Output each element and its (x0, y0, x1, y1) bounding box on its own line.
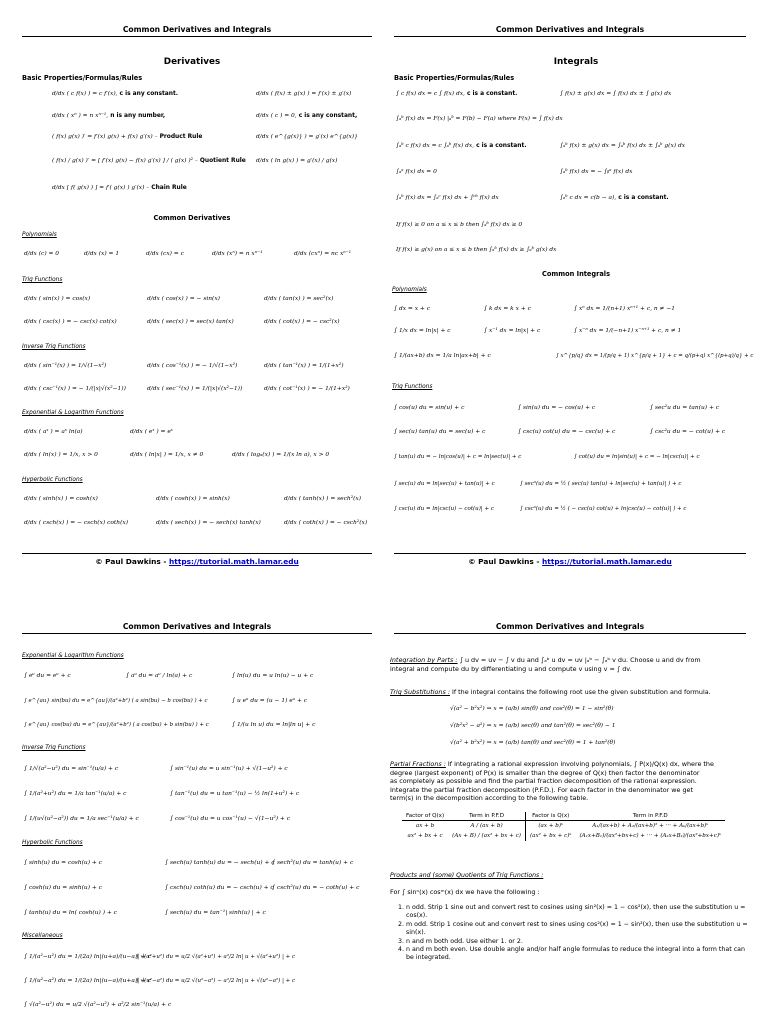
trigsub-paragraph: Trig Substitutions : If the integral contains the following root use the given substitution and formula. (390, 688, 711, 696)
category-label: Inverse Trig Functions (22, 344, 86, 350)
table-cell: (Ax + B) / (ax² + bx + c) (452, 833, 521, 839)
formula: ∫ f(x) ± g(x) dx = ∫ f(x) dx ± ∫ g(x) dx (560, 91, 672, 97)
formula: ( f(x) g(x) )′ = f′(x) g(x) + f(x) g′(x) – Product Rule (52, 134, 203, 140)
page-header: Common Derivatives and Integrals (22, 25, 372, 37)
formula: d/dx ( logₐ(x) ) = 1/(x ln a), x > 0 (232, 452, 330, 458)
page-header: Common Derivatives and Integrals (22, 622, 372, 634)
formula: ∫ tan(u) du = − ln|cos(u)| + c = ln|sec(u)| + c (394, 454, 522, 460)
trigsub-label: Trig Substitutions : (390, 688, 450, 696)
formula: d/dx ( sin⁻¹(x) ) = 1/√(1−x²) (24, 363, 107, 369)
formula: ∫ cosh(u) du = sinh(u) + c (24, 885, 102, 891)
formula: d/dx ( tan(x) ) = sec²(x) (264, 296, 334, 302)
table-row (402, 831, 725, 841)
formula: ∫ tanh(u) du = ln( cosh(u) ) + c (24, 910, 117, 916)
formula: ∫ sinh(u) du = cosh(u) + c (24, 860, 102, 866)
formula: d/dx (c) = 0 (24, 251, 60, 257)
table-row (402, 821, 725, 832)
prod-list (394, 904, 754, 963)
category-label: Hyperbolic Functions (22, 477, 83, 483)
formula: d/dx ( tan⁻¹(x) ) = 1/(1+x²) (264, 363, 344, 369)
table-header: Factor of Q(x) (402, 812, 448, 821)
formula: d/dx ( sech(x) ) = − sech(x) tanh(x) (156, 520, 261, 526)
category-label: Hyperbolic Functions (22, 840, 83, 846)
formula: ∫ e^{au} cos(bu) du = e^{au}/(a²+b²) ( a cos(bu) + b sin(bu) ) + c (24, 722, 209, 728)
formula: ∫ sech(u) du = tan⁻¹| sinh(u) | + c (165, 910, 266, 916)
formula: ∫ sec³(u) du = ½ ( sec(u) tan(u) + ln|sec(u) + tan(u)| ) + c (520, 481, 682, 487)
formula: ∫ sech²(u) du = tanh(u) + c (272, 860, 354, 866)
formula: ∫ x⁻¹ dx = ln|x| + c (484, 328, 541, 334)
formula: d/dx ( csc⁻¹(x) ) = − 1/(|x|√(x²−1)) (24, 386, 126, 392)
pfd-table (402, 812, 725, 841)
common-heading: Common Integrals (541, 270, 610, 278)
formula: ∫ 1/√(a²−u²) du = sin⁻¹(u/a) + c (24, 766, 119, 772)
formula: ( f(x) / g(x) )′ = [ f′(x) g(x) − f(x) g′(x) ] / ( g(x) )² – Quotient Rule (52, 158, 246, 164)
page-integrals-continued (0, 590, 384, 1024)
formula: If f(x) ≥ g(x) on a ≤ x ≤ b then ∫ₐᵇ f(x) dx ≥ ∫ₐᵇ g(x) dx (396, 247, 557, 253)
basic-heading: Basic Properties/Formulas/Rules (394, 74, 515, 82)
table-cell: ax + b (415, 823, 435, 829)
formula: ∫ c f(x) dx = c ∫ f(x) dx, c is a constant. (396, 91, 518, 97)
formula: d/dx ( cos⁻¹(x) ) = − 1/√(1−x²) (147, 363, 238, 369)
formula: d/dx (cx) = c (146, 251, 184, 257)
formula: d/dx (cxⁿ) = nc xⁿ⁻¹ (294, 251, 352, 257)
page-header: Common Derivatives and Integrals (394, 622, 746, 634)
ibp-label: Integration by Parts : (390, 656, 458, 664)
formula: √(a² − b²x²) ⇒ x = (a/b) sin(θ) and cos²(θ) = 1 − sin²(θ) (450, 706, 614, 712)
table-header: Term in P.F.D (575, 812, 725, 821)
page-derivatives (0, 0, 384, 512)
formula: ∫ sin(u) du = − cos(u) + c (518, 405, 596, 411)
formula: ∫ 1/(a²+u²) du = 1/a tan⁻¹(u/a) + c (24, 791, 127, 797)
table-cell: (ax² + bx + c)ᵏ (525, 831, 575, 841)
table-cell: (A₁x+B₁)/(ax²+bx+c) + ··· + (Aₖx+Bₖ)/(ax²+bx+c)ᵏ (579, 833, 722, 839)
formula: ∫ csc³(u) du = ½ ( − csc(u) cot(u) + ln|csc(u) − cot(u)| ) + c (520, 506, 687, 512)
formula: d/dx ( ln g(x) ) = g′(x) / g(x) (256, 158, 338, 164)
formula: d/dx [ f( g(x) ) ] = f′( g(x) ) g′(x) – Chain Rule (52, 185, 187, 191)
formula: d/dx ( cosh(x) ) = sinh(x) (156, 496, 230, 502)
footer: © Paul Dawkins - https://tutorial.math.lamar.edu (22, 553, 372, 566)
formula: √(a² + b²x²) ⇒ x = (a/b) tan(θ) and sec²(θ) = 1 + tan²(θ) (450, 740, 616, 746)
formula: d/dx ( sec⁻¹(x) ) = 1/(|x|√(x²−1)) (147, 386, 243, 392)
table-header-row (402, 812, 725, 821)
category-label: Polynomials (392, 287, 427, 293)
ibp-paragraph: Integration by Parts : ∫ u dv = uv − ∫ v du and ∫ₐᵇ u dv = uv |ₐᵇ − ∫ₐᵇ v du. Choose u and dv from integral and compute du by differentiating u and compute v using v = ∫ dv. (390, 656, 701, 673)
formula: ∫ aᵘ du = aᵘ / ln(a) + c (126, 673, 193, 679)
formula: d/dx ( c ) = 0, c is any constant, (256, 113, 358, 119)
prod-intro: For ∫ sinⁿ(x) cosᵐ(x) dx we have the following : (390, 888, 540, 896)
formula: d/dx ( cot⁻¹(x) ) = − 1/(1+x²) (264, 386, 350, 392)
formula: ∫ e^{au} sin(bu) du = e^{au}/(a²+b²) ( a sin(bu) − b cos(bu) ) + c (24, 698, 208, 704)
formula: ∫ 1/(a²−u²) du = 1/(2a) ln|(u+a)/(u−a)| + c (24, 954, 152, 960)
formula: ∫ k dx = k x + c (484, 306, 531, 312)
category-label: Trig Functions (22, 277, 63, 283)
formula: d/dx ( coth(x) ) = − csch²(x) (284, 520, 368, 526)
formula: ∫ csc(u) du = ln|csc(u) − cot(u)| + c (394, 506, 494, 512)
formula: d/dx ( ln(x) ) = 1/x, x > 0 (24, 452, 98, 458)
formula: ∫ u eᵘ du = (u − 1) eᵘ + c (232, 698, 308, 704)
formula: ∫ dx = x + c (394, 306, 431, 312)
formula: ∫ x⁻ⁿ dx = 1/(−n+1) x⁻ⁿ⁺¹ + c, n ≠ 1 (574, 328, 682, 334)
formula: √(b²x² − a²) ⇒ x = (a/b) sec(θ) and tan²(θ) = sec²(θ) − 1 (450, 723, 616, 729)
list-item: 1. n odd. Strip 1 sine out and convert rest to cosines using sin²(x) = 1 − cos²(x), then use the substitution u = cos(x). (406, 904, 754, 921)
category-label: Trig Functions (392, 384, 433, 390)
formula: ∫ cos(u) du = sin(u) + c (394, 405, 465, 411)
section-title: Derivatives (163, 57, 221, 67)
formula: d/dx ( ln|x| ) = 1/x, x ≠ 0 (130, 452, 204, 458)
formula: ∫ csch(u) coth(u) du = − csch(u) + c (165, 885, 274, 891)
list-item: 3. n and m both odd. Use either 1. or 2. (406, 938, 754, 946)
formula: ∫ₐᵇ f(x) dx = − ∫ᵦᵃ f(x) dx (560, 169, 633, 175)
formula: d/dx ( cot(x) ) = − csc²(x) (264, 319, 340, 325)
formula: ∫ eᵘ du = eᵘ + c (24, 673, 71, 679)
formula: ∫ csc(u) cot(u) du = − csc(u) + c (518, 429, 616, 435)
formula: ∫ sec(u) du = ln|sec(u) + tan(u)| + c (394, 481, 495, 487)
page-techniques (384, 590, 768, 1024)
formula: d/dx ( csch(x) ) = − csch(x) coth(x) (24, 520, 129, 526)
formula: ∫ 1/(u²−a²) du = 1/(2a) ln|(u−a)/(u+a)| + c (24, 978, 152, 984)
formula: ∫ csc²u du = − cot(u) + c (650, 429, 726, 435)
formula: ∫ ln(u) du = u ln(u) − u + c (232, 673, 314, 679)
footer: © Paul Dawkins - https://tutorial.math.lamar.edu (394, 553, 746, 566)
page-integrals (384, 0, 768, 512)
formula: ∫ₐᵇ f(x) dx = ∫ₐᶜ f(x) dx + ∫ᶜᵇ f(x) dx (396, 195, 499, 201)
formula: ∫ sec(u) tan(u) du = sec(u) + c (394, 429, 486, 435)
table-cell: A₁/(ax+b) + A₂/(ax+b)² + ··· + Aₖ/(ax+b)ᵏ (592, 823, 709, 829)
formula: ∫ₐᵇ c f(x) dx = c ∫ₐᵇ f(x) dx, c is a constant. (396, 143, 527, 149)
pf-label: Partial Fractions : (390, 760, 446, 768)
formula: ∫ √(a²+u²) du = u/2 √(a²+u²) + a²/2 ln| u + √(a²+u²) | + c (136, 954, 296, 960)
footer-link[interactable]: https://tutorial.math.lamar.edu (542, 557, 672, 566)
formula: d/dx ( c f(x) ) = c f′(x), c is any constant. (52, 91, 179, 97)
formula: d/dx ( f(x) ± g(x) ) = f′(x) ± g′(x) (256, 91, 352, 97)
formula: ∫ sech(u) tanh(u) du = − sech(u) + c (165, 860, 275, 866)
formula: ∫ₐᵇ f(x) ± g(x) dx = ∫ₐᵇ f(x) dx ± ∫ₐᵇ g(x) dx (560, 143, 686, 149)
basic-heading: Basic Properties/Formulas/Rules (22, 74, 143, 82)
formula: ∫ xⁿ dx = 1/(n+1) xⁿ⁺¹ + c, n ≠ −1 (574, 306, 676, 312)
category-label: Exponential & Logarithm Functions (22, 410, 124, 416)
formula: d/dx ( xⁿ ) = n xⁿ⁻¹, n is any number, (52, 113, 166, 119)
table-cell: (ax + b)ᵏ (525, 821, 575, 832)
formula: d/dx ( sec(x) ) = sec(x) tan(x) (147, 319, 234, 325)
section-title: Integrals (553, 57, 599, 67)
formula: If f(x) ≥ 0 on a ≤ x ≤ b then ∫ₐᵇ f(x) dx ≥ 0 (396, 222, 523, 228)
formula: ∫ √(a²−u²) du = u/2 √(a²−u²) + a²/2 sin⁻¹(u/a) + c (24, 1002, 172, 1008)
footer-link[interactable]: https://tutorial.math.lamar.edu (169, 557, 299, 566)
table-cell: ax² + bx + c (407, 833, 443, 839)
table-header: Factor is Q(x) (525, 812, 575, 821)
formula: ∫ sin⁻¹(u) du = u sin⁻¹(u) + √(1−u²) + c (170, 766, 288, 772)
table-header: Term in P.F.D (448, 812, 525, 821)
category-label: Miscellaneous (22, 933, 63, 939)
formula: ∫ csch²(u) du = − coth(u) + c (272, 885, 360, 891)
category-label: Exponential & Logarithm Functions (22, 653, 124, 659)
common-heading: Common Derivatives (153, 214, 231, 222)
formula: d/dx (x) = 1 (84, 251, 120, 257)
formula: ∫ sec²u du = tan(u) + c (650, 405, 720, 411)
category-label: Products and (some) Quotients of Trig Functions : (390, 872, 544, 879)
formula: d/dx ( tanh(x) ) = sech²(x) (284, 496, 362, 502)
formula: d/dx ( eˣ ) = eˣ (130, 429, 173, 435)
category-label: Inverse Trig Functions (22, 745, 86, 751)
formula: ∫ 1/(u√(u²−a²)) du = 1/a sec⁻¹(u/a) + c (24, 816, 139, 822)
formula: d/dx ( sin(x) ) = cos(x) (24, 296, 91, 302)
formula: d/dx ( cos(x) ) = − sin(x) (147, 296, 220, 302)
list-item: 4. n and m both even. Use double angle and/or half angle formulas to reduce the integral into a form that can be integrated. (406, 946, 754, 963)
formula: d/dx ( sinh(x) ) = cosh(x) (24, 496, 98, 502)
page-header: Common Derivatives and Integrals (394, 25, 746, 37)
formula: d/dx (xⁿ) = n xⁿ⁻¹ (212, 251, 263, 257)
category-label: Polynomials (22, 232, 57, 238)
formula: d/dx ( aˣ ) = aˣ ln(a) (24, 429, 83, 435)
formula: ∫ 1/(u ln u) du = ln|ln u| + c (232, 722, 316, 728)
formula: d/dx ( csc(x) ) = − csc(x) cot(x) (24, 319, 117, 325)
formula: ∫ 1/(ax+b) dx = 1/a ln|ax+b| + c (394, 353, 491, 359)
formula: ∫ tan⁻¹(u) du = u tan⁻¹(u) − ½ ln(1+u²) + c (170, 791, 300, 797)
formula: ∫ cot(u) du = ln|sin(u)| + c = − ln|csc(u)| + c (574, 454, 700, 460)
formula: ∫ cos⁻¹(u) du = u cos⁻¹(u) − √(1−u²) + c (170, 816, 291, 822)
formula: ∫ₐᵇ c dx = c(b − a), c is a constant. (560, 195, 669, 201)
list-item: 2. m odd. Strip 1 cosine out and convert rest to sines using cos²(x) = 1 − sin²(x), then use the substitution u = sin(x). (406, 921, 754, 938)
table-cell: A / (ax + b) (470, 823, 503, 829)
formula: ∫ 1/x dx = ln|x| + c (394, 328, 451, 334)
formula: d/dx ( e^{g(x)} ) = g′(x) e^{g(x)} (256, 134, 358, 140)
formula: ∫ x^{p/q} dx = 1/(p/q + 1) x^{p/q + 1} + c = q/(p+q) x^{(p+q)/q} + c (556, 353, 754, 359)
formula: ∫ₐᵃ f(x) dx = 0 (396, 169, 437, 175)
formula: ∫ √(u²−a²) du = u/2 √(u²−a²) − a²/2 ln| u + √(u²−a²) | + c (136, 978, 296, 984)
formula: ∫ₐᵇ f(x) dx = F(x) |ₐᵇ = F(b) − F(a) where F(x) = ∫ f(x) dx (396, 116, 563, 122)
pf-paragraph: Partial Fractions : If integrating a rational expression involving polynomials, ∫ P(x)/Q(x) dx, where the degree (largest exponent) of P(x) is smaller than the degree of Q(x) then factor the denominator as completely as possible and find the partial fraction decomposition of the rational expression. Integrate the partial fraction decomposition (P.F.D.). For each factor in the denominator we get term(s) in the decomposition according to the following table. (390, 760, 714, 803)
